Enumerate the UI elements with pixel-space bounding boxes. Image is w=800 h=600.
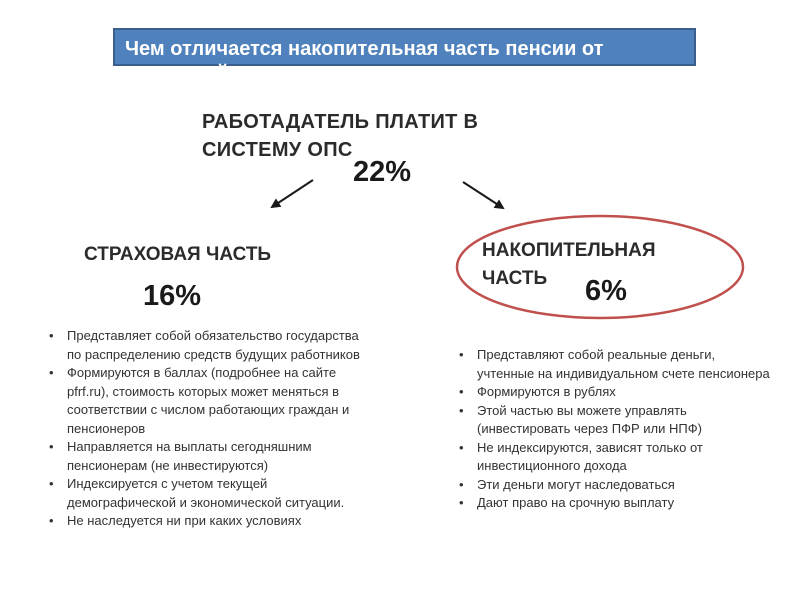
list-item [451, 439, 771, 476]
bullet-icon: • [459, 439, 464, 455]
list-item [41, 327, 371, 364]
list-item-text: Формируются в рублях [477, 384, 616, 399]
insurance-part-title: СТРАХОВАЯ ЧАСТЬ [84, 244, 272, 265]
list-item-text: Индексируется с учетом текущей демографической и экономической ситуации. [67, 476, 345, 510]
list-item [451, 494, 771, 513]
bullet-icon: • [459, 476, 464, 492]
list-item-text: Не индексируются, зависят только от инвестиционного дохода [477, 439, 703, 473]
list-item-text: Направляется на выплаты сегодняшним пенсионерам (не инвестируются) [67, 439, 312, 473]
bullet-icon: • [459, 347, 464, 362]
bullet-icon: • [49, 476, 54, 491]
bullet-icon: • [49, 328, 54, 343]
employer-pays-label: РАБОТАДАТЕЛЬ ПЛАТИТ В СИСТЕМУ ОПС [202, 111, 479, 161]
list-item-text: Дают право на срочную выплату [477, 495, 675, 510]
insurance-part-percent: 16% [143, 280, 202, 312]
bullet-icon: • [49, 439, 54, 454]
list-item [451, 402, 771, 439]
bullet-icon: • [49, 365, 54, 380]
arrow-to-insurance-icon [272, 180, 313, 207]
list-item [451, 346, 771, 383]
total-contribution-percent: 22% [353, 156, 412, 188]
list-item [41, 512, 371, 531]
list-item [41, 475, 371, 512]
list-item-text: Не наследуется ни при каких условиях [67, 513, 302, 528]
list-item [451, 383, 771, 402]
list-item [451, 476, 771, 495]
page-title: Чем отличается накопительная часть пенсии от [125, 38, 604, 60]
bullet-icon: • [459, 384, 464, 399]
bullet-icon: • [459, 495, 464, 510]
arrow-to-funded-icon [463, 182, 503, 208]
funded-part-percent: 6% [585, 275, 627, 307]
funded-part-title: НАКОПИТЕЛЬНАЯ ЧАСТЬ [482, 240, 656, 289]
list-item-text: Представляют собой реальные деньги, учтенные на индивидуальном счете пенсионера [477, 347, 770, 381]
bullet-icon: • [459, 402, 464, 418]
page-title-cut-line: страховой [125, 62, 229, 84]
title-banner [113, 28, 696, 84]
list-item-text: Представляет собой обязательство государства по распределению средств будущих работников [67, 328, 360, 362]
list-item-text: Эти деньги могут наследоваться [477, 476, 675, 492]
bullet-icon: • [49, 513, 54, 528]
insurance-part-features-list [41, 327, 371, 531]
funded-part-features-list [451, 346, 771, 513]
list-item-text: Формируются в баллах (подробнее на сайте pfrf.ru), стоимость которых может меняться в соответствии с числом работающих граждан и пенсионеров [67, 365, 350, 436]
list-item [41, 364, 371, 438]
list-item-text: Этой частью вы можете управлять (инвестировать через ПФР или НПФ) [477, 402, 702, 436]
list-item [41, 438, 371, 475]
